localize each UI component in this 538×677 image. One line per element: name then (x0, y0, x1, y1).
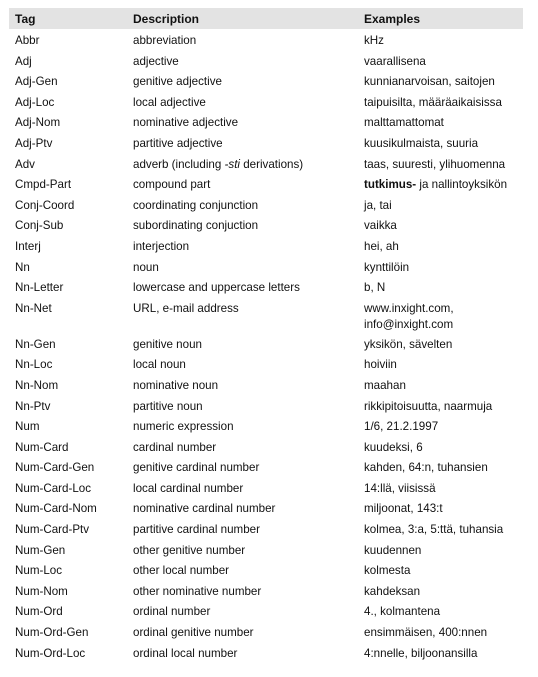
cell-tag: Conj-Sub (15, 219, 64, 233)
table-row (9, 196, 523, 217)
cell-examples (364, 299, 523, 335)
cell-examples: vaikka (364, 219, 397, 233)
cell-examples: b, N (364, 281, 386, 295)
table-row (9, 458, 523, 479)
cell-examples: ja, tai (364, 198, 392, 212)
cell-examples: hoiviin (364, 358, 397, 372)
cell-description: adjective (133, 54, 179, 68)
table-row (9, 155, 523, 176)
cell-examples: 14:llä, viisissä (364, 481, 436, 495)
cell-examples: taipuisilta, määräaikaisissa (364, 95, 502, 109)
cell-tag: Nn-Ptv (15, 399, 51, 413)
header-tag: Tag (15, 11, 36, 26)
cell-description: other genitive number (133, 543, 246, 557)
tag-table (9, 8, 523, 664)
cell-tag: Num-Card (15, 440, 69, 454)
cell-description: genitive cardinal number (133, 461, 260, 475)
cell-description: compound part (133, 178, 211, 192)
cell-description: URL, e-mail address (133, 301, 239, 315)
cell-description: local noun (133, 358, 186, 372)
table-row (9, 582, 523, 603)
cell-tag: Num-Card-Ptv (15, 523, 90, 537)
cell-examples: miljoonat, 143:t (364, 502, 443, 516)
cell-examples: 4:nnelle, biljoonansilla (364, 646, 478, 660)
cell-description: partitive cardinal number (133, 523, 260, 537)
table-row (9, 644, 523, 665)
cell-description: abbreviation (133, 34, 197, 47)
header-examples: Examples (364, 11, 421, 26)
cell-tag: Conj-Coord (15, 198, 75, 212)
cell-tag: Adv (15, 157, 35, 171)
example-line: info@inxight.com (364, 317, 454, 331)
cell-examples: ensimmäisen, 400:nnen (364, 626, 488, 640)
cell-description: subordinating conjuction (133, 219, 259, 233)
cell-description: coordinating conjunction (133, 198, 259, 212)
example-line: www.inxight.com, (364, 301, 454, 315)
cell-tag: Adj-Nom (15, 116, 61, 130)
cell-description: ordinal genitive number (133, 626, 254, 640)
table-row (9, 216, 523, 237)
cell-tag: Interj (15, 239, 41, 253)
cell-tag: Num-Gen (15, 543, 66, 557)
cell-description: other local number (133, 564, 230, 578)
cell-description: noun (133, 260, 159, 274)
cell-tag: Nn-Nom (15, 378, 59, 392)
cell-tag: Adj-Gen (15, 75, 58, 89)
cell-description: lowercase and uppercase letters (133, 281, 300, 295)
table-row (9, 602, 523, 623)
cell-examples: maahan (364, 378, 406, 392)
cell-description: ordinal local number (133, 646, 238, 660)
cell-examples (364, 175, 523, 195)
table-row (9, 376, 523, 397)
table-row (9, 175, 523, 196)
example-bold-part: tutkimus- (364, 178, 417, 192)
table-row (9, 299, 523, 335)
cell-description (132, 155, 364, 175)
cell-description: partitive noun (133, 399, 203, 413)
cell-examples: rikkipitoisuutta, naarmuja (364, 399, 493, 413)
cell-examples: vaarallisena (364, 54, 426, 68)
cell-examples: kolmesta (364, 564, 411, 578)
table-row (9, 623, 523, 644)
table-row (9, 561, 523, 582)
cell-examples: 1/6, 21.2.1997 (364, 420, 439, 434)
table-body (9, 31, 523, 664)
table-row (9, 499, 523, 520)
table-row (9, 31, 523, 52)
cell-examples: taas, suuresti, ylihuomenna (364, 157, 506, 171)
cell-examples: yksikön, sävelten (364, 337, 453, 351)
table-row (9, 541, 523, 562)
cell-tag: Num-Card-Gen (15, 461, 95, 475)
cell-tag: Num-Loc (15, 564, 63, 578)
table-row (9, 438, 523, 459)
table-row (9, 520, 523, 541)
cell-tag: Nn-Net (15, 301, 52, 315)
description-emphasis: -sti (224, 157, 240, 171)
cell-tag: Num-Nom (15, 584, 68, 598)
cell-tag: Adj (15, 54, 32, 68)
cell-tag: Nn-Loc (15, 358, 53, 372)
cell-tag: Num (15, 420, 40, 434)
table-row (9, 397, 523, 418)
table-row (9, 417, 523, 438)
cell-description: other nominative number (133, 584, 262, 598)
cell-description: cardinal number (133, 440, 217, 454)
cell-tag: Num-Card-Loc (15, 481, 92, 495)
table-row (9, 335, 523, 356)
table-row (9, 355, 523, 376)
cell-description: genitive adjective (133, 75, 222, 89)
table-row (9, 278, 523, 299)
table-row (9, 93, 523, 114)
cell-tag: Num-Ord-Loc (15, 646, 86, 660)
cell-examples: kynttilöin (364, 260, 410, 274)
cell-tag: Adj-Loc (15, 95, 55, 109)
header-description: Description (133, 11, 200, 26)
cell-examples: hei, ah (364, 239, 399, 253)
table-row (9, 72, 523, 93)
cell-description: nominative noun (133, 378, 219, 392)
cell-description: nominative adjective (133, 116, 239, 130)
cell-examples: malttamattomat (364, 116, 444, 130)
cell-examples: kolmea, 3:a, 5:ttä, tuhansia (364, 523, 504, 537)
table-header (9, 8, 523, 29)
description-part: adverb (including (133, 157, 225, 171)
table-row (9, 52, 523, 73)
example-part: ja nallintoyksikön (416, 178, 508, 192)
cell-tag: Nn (15, 260, 30, 274)
cell-examples: kuudennen (364, 543, 422, 557)
cell-tag: Abbr (15, 34, 40, 47)
cell-tag: Num-Ord-Gen (15, 626, 89, 640)
cell-description: genitive noun (133, 337, 202, 351)
cell-examples: kuusikulmaista, suuria (364, 136, 479, 150)
table-row (9, 479, 523, 500)
cell-examples: kahden, 64:n, tuhansien (364, 461, 488, 475)
table-row (9, 237, 523, 258)
cell-description: local adjective (133, 95, 206, 109)
table-row (9, 113, 523, 134)
cell-examples: kuudeksi, 6 (364, 440, 423, 454)
table-row (9, 134, 523, 155)
cell-description: ordinal number (133, 605, 211, 619)
cell-description: nominative cardinal number (133, 502, 276, 516)
cell-tag: Cmpd-Part (15, 178, 72, 192)
cell-description: local cardinal number (133, 481, 244, 495)
cell-tag: Nn-Letter (15, 281, 64, 295)
cell-description: numeric expression (133, 420, 234, 434)
cell-tag: Num-Ord (15, 605, 63, 619)
cell-examples: kHz (364, 34, 384, 47)
cell-examples: 4., kolmantena (364, 605, 441, 619)
table-row (9, 258, 523, 279)
cell-description: partitive adjective (133, 136, 223, 150)
cell-tag: Adj-Ptv (15, 136, 53, 150)
cell-tag: Num-Card-Nom (15, 502, 97, 516)
cell-description: interjection (133, 239, 190, 253)
cell-examples: kunnianarvoisan, saitojen (364, 75, 495, 89)
cell-tag: Nn-Gen (15, 337, 56, 351)
description-part: derivations) (240, 157, 304, 171)
cell-examples: kahdeksan (364, 584, 421, 598)
